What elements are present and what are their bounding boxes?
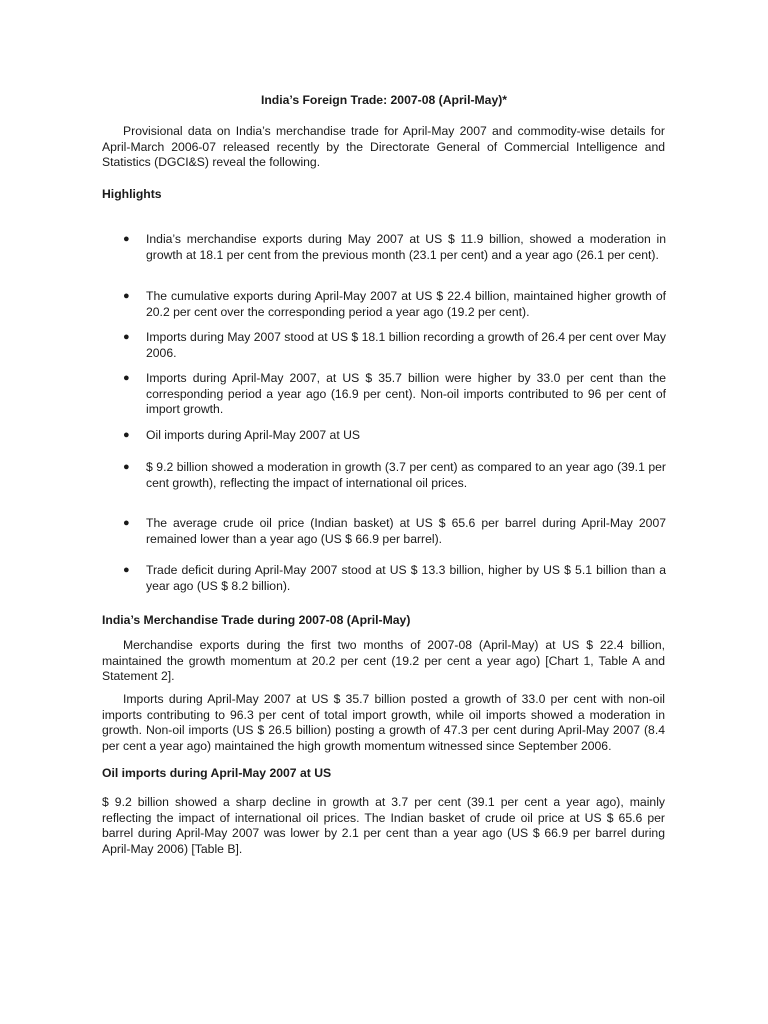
bullet-item [123, 563, 666, 594]
intro-paragraph: Provisional data on India’s merchandise trade for April-May 2007 and commodity-wise details for April-March 2006-07 released recently by the Directorate General of Commercial Intelligence and Statistics (DGCI&S) reveal the following. [102, 124, 665, 170]
section-oil-imports-heading: Oil imports during April-May 2007 at US [102, 766, 332, 780]
highlights-heading: Highlights [102, 187, 162, 201]
bullet-item [123, 516, 666, 547]
bullet-icon: ● [123, 517, 130, 529]
merchandise-exports-paragraph: Merchandise exports during the first two months of 2007-08 (April-May) at US $ 22.4 billion, maintained the growth momentum at 20.2 per cent (19.2 per cent a year ago) [Chart 1, Table A and Statement 2]. [102, 638, 665, 684]
bullet-text: Oil imports during April-May 2007 at US [146, 428, 361, 442]
bullet-icon: ● [123, 331, 130, 343]
bullet-text: Trade deficit during April-May 2007 stood at US $ 13.3 billion, higher by US $ 5.1 billion than a year ago (US $ 8.2 billion). [146, 563, 666, 593]
bullet-icon: ● [123, 372, 130, 384]
bullet-text: Imports during May 2007 stood at US $ 18.1 billion recording a growth of 26.4 per cent over May 2006. [146, 330, 666, 360]
imports-paragraph: Imports during April-May 2007 at US $ 35.7 billion posted a growth of 33.0 per cent with non-oil imports contributing to 96.3 per cent of total import growth, while oil imports showed a moderation in growth. Non-oil imports (US $ 26.5 billion) posting a growth of 47.3 per cent during April-May 2007 (8.4 per cent a year ago) maintained the high growth momentum witnessed since September 2006. [102, 692, 665, 753]
bullet-item [123, 428, 666, 444]
bullet-icon: ● [123, 461, 130, 473]
bullet-text: The cumulative exports during April-May 2007 at US $ 22.4 billion, maintained higher growth of 20.2 per cent over the corresponding period a year ago (19.2 per cent). [146, 289, 666, 319]
bullet-item [123, 232, 666, 263]
bullet-item [123, 371, 666, 418]
bullet-text: Imports during April-May 2007, at US $ 35.7 billion were higher by 33.0 per cent than the corresponding period a year ago (16.9 per cent). Non-oil imports contributed to 96 per cent of import growth. [146, 371, 666, 417]
bullet-icon: ● [123, 564, 130, 576]
section-merchandise-trade-heading: India’s Merchandise Trade during 2007-08 (April-May) [102, 613, 411, 627]
document-title: India’s Foreign Trade: 2007-08 (April-May)* [260, 93, 508, 107]
bullet-text: India’s merchandise exports during May 2007 at US $ 11.9 billion, showed a moderation in growth at 18.1 per cent from the previous month (23.1 per cent) and a year ago (26.1 per cent). [146, 232, 666, 262]
bullet-item [123, 330, 666, 361]
bullet-item [123, 289, 666, 320]
bullet-icon: ● [123, 429, 130, 441]
bullet-icon: ● [123, 290, 130, 302]
bullet-icon: ● [123, 233, 130, 245]
bullet-text: $ 9.2 billion showed a moderation in growth (3.7 per cent) as compared to an year ago (39.1 per cent growth), reflecting the impact of international oil prices. [146, 460, 666, 490]
oil-imports-paragraph: $ 9.2 billion showed a sharp decline in growth at 3.7 per cent (39.1 per cent a year ago), mainly reflecting the impact of international oil prices. The Indian basket of crude oil price at US $ 65.6 per barrel during April-May 2007 was lower by 2.1 per cent than a year ago (US $ 66.9 per barrel during April-May 2006) [Table B]. [102, 795, 665, 856]
bullet-item [123, 460, 666, 491]
bullet-text: The average crude oil price (Indian basket) at US $ 65.6 per barrel during April-May 2007 remained lower than a year ago (US $ 66.9 per barrel). [146, 516, 666, 546]
